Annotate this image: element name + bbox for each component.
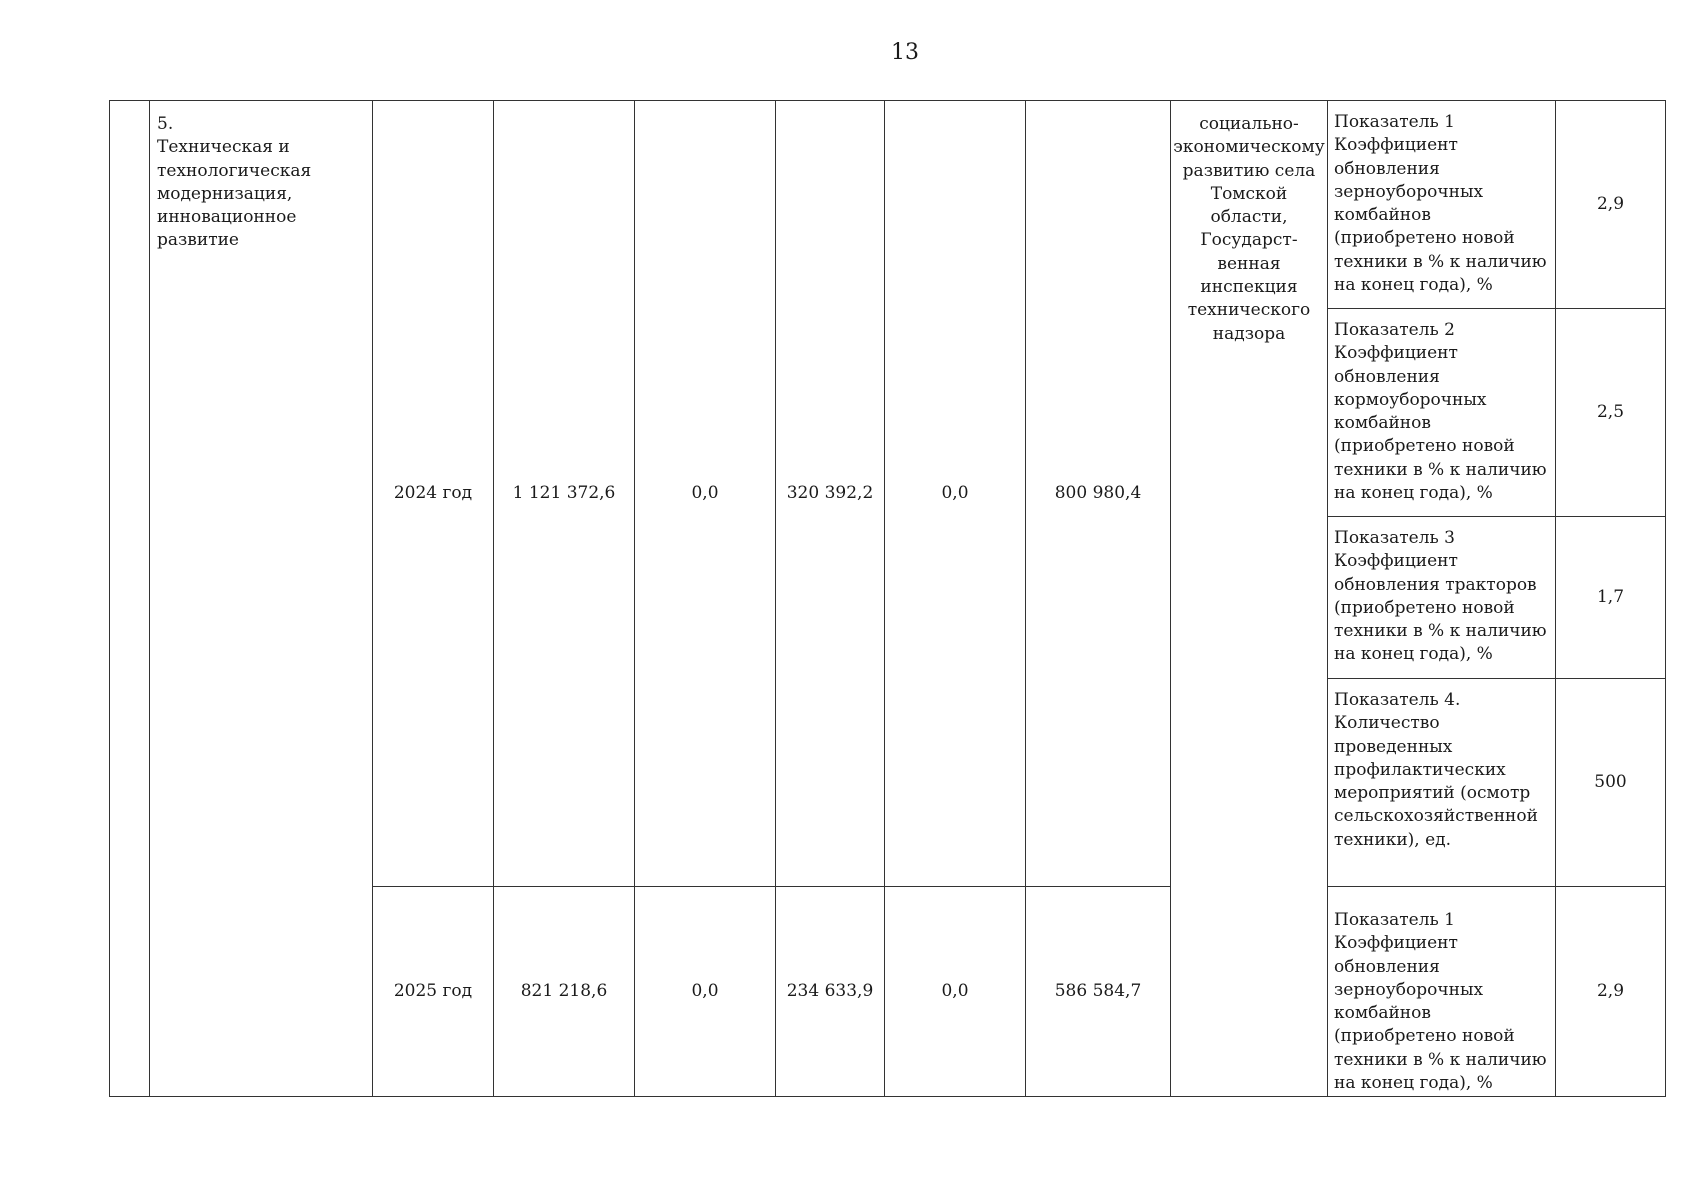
number-column-cell bbox=[110, 101, 150, 1097]
indicator-text-cell: Показатель 4. Количество проведенных профилактических мероприятий (осмотр сельскохозяйственной техники), ед. bbox=[1328, 679, 1556, 887]
amount-cell: 0,0 bbox=[635, 887, 776, 1097]
amount-cell: 800 980,4 bbox=[1026, 101, 1171, 887]
total-amount-cell: 1 121 372,6 bbox=[494, 101, 635, 887]
amount-cell: 586 584,7 bbox=[1026, 887, 1171, 1097]
indicator-value-cell: 1,7 bbox=[1556, 517, 1666, 679]
amount-cell: 0,0 bbox=[885, 101, 1026, 887]
indicator-text-cell: Показатель 1 Коэффициент обновления зерноуборочных комбайнов (приобретено новой техники в % к наличию на конец года), % bbox=[1328, 887, 1556, 1097]
indicator-text-cell: Показатель 3 Коэффициент обновления тракторов (приобретено новой техники в % к наличию на конец года), % bbox=[1328, 517, 1556, 679]
amount-cell: 320 392,2 bbox=[776, 101, 885, 887]
indicator-value-cell: 2,5 bbox=[1556, 309, 1666, 517]
year-cell: 2024 год bbox=[373, 101, 494, 887]
indicator-text-cell: Показатель 2 Коэффициент обновления кормоуборочных комбайнов (приобретено новой техники в % к наличию на конец года), % bbox=[1328, 309, 1556, 517]
indicator-value-cell: 2,9 bbox=[1556, 101, 1666, 309]
page-number: 13 bbox=[891, 40, 919, 65]
amount-cell: 234 633,9 bbox=[776, 887, 885, 1097]
amount-cell: 0,0 bbox=[885, 887, 1026, 1097]
amount-cell: 0,0 bbox=[635, 101, 776, 887]
table-row bbox=[110, 101, 1666, 309]
total-amount-cell: 821 218,6 bbox=[494, 887, 635, 1097]
year-cell: 2025 год bbox=[373, 887, 494, 1097]
program-table bbox=[109, 100, 1666, 1097]
executor-cell: социально- экономическому развитию села Томской области, Государст- венная инспекция технического надзора bbox=[1171, 101, 1328, 1097]
indicator-value-cell: 2,9 bbox=[1556, 887, 1666, 1097]
indicator-value-cell: 500 bbox=[1556, 679, 1666, 887]
activity-name-cell: 5. Техническая и технологическая модернизация, инновационное развитие bbox=[150, 101, 373, 1097]
indicator-text-cell: Показатель 1 Коэффициент обновления зерноуборочных комбайнов (приобретено новой техники в % к наличию на конец года), % bbox=[1328, 101, 1556, 309]
